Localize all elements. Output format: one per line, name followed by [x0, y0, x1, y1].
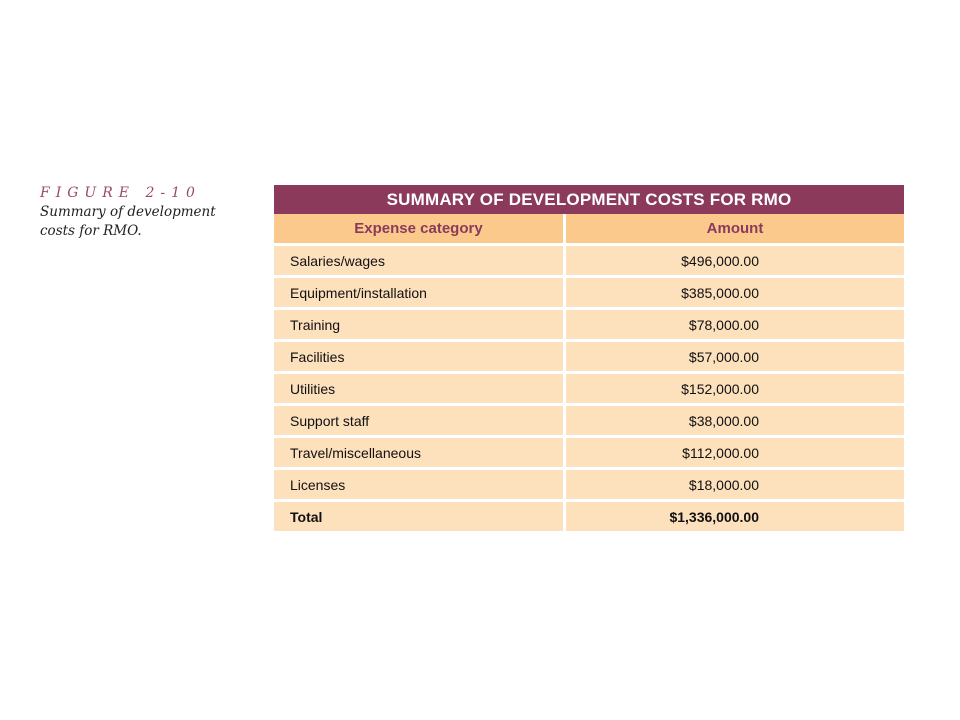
- amount-cell: $57,000.00: [565, 341, 905, 373]
- table-header-row: [274, 214, 904, 245]
- table-row: [274, 309, 904, 341]
- table-row: [274, 277, 904, 309]
- expense-category-cell: Salaries/wages: [274, 245, 565, 277]
- figure-caption-line-1: Summary of development: [40, 204, 216, 220]
- table-row: [274, 341, 904, 373]
- amount-cell: $18,000.00: [565, 469, 905, 501]
- table-row: [274, 245, 904, 277]
- table-total-row: [274, 501, 904, 532]
- table-row: [274, 405, 904, 437]
- amount-cell: $1,336,000.00: [565, 501, 905, 532]
- cost-summary-table: [274, 185, 904, 531]
- table-body: [274, 245, 904, 532]
- table-row: [274, 437, 904, 469]
- expense-category-cell: Facilities: [274, 341, 565, 373]
- figure-caption-line-2: costs for RMO.: [40, 223, 142, 239]
- amount-cell: $112,000.00: [565, 437, 905, 469]
- expense-category-cell: Total: [274, 501, 565, 532]
- cost-table: [274, 214, 904, 531]
- expense-category-cell: Training: [274, 309, 565, 341]
- expense-category-cell: Utilities: [274, 373, 565, 405]
- table-title: SUMMARY OF DEVELOPMENT COSTS FOR RMO: [274, 185, 904, 214]
- amount-cell: $78,000.00: [565, 309, 905, 341]
- column-header-amount: Amount: [565, 214, 905, 245]
- expense-category-cell: Licenses: [274, 469, 565, 501]
- expense-category-cell: Support staff: [274, 405, 565, 437]
- figure-caption: [40, 184, 230, 240]
- amount-cell: $38,000.00: [565, 405, 905, 437]
- table-row: [274, 373, 904, 405]
- figure-label: FIGURE 2-10: [40, 185, 201, 201]
- table-row: [274, 469, 904, 501]
- expense-category-cell: Equipment/installation: [274, 277, 565, 309]
- column-header-category: Expense category: [274, 214, 565, 245]
- amount-cell: $496,000.00: [565, 245, 905, 277]
- amount-cell: $385,000.00: [565, 277, 905, 309]
- amount-cell: $152,000.00: [565, 373, 905, 405]
- expense-category-cell: Travel/miscellaneous: [274, 437, 565, 469]
